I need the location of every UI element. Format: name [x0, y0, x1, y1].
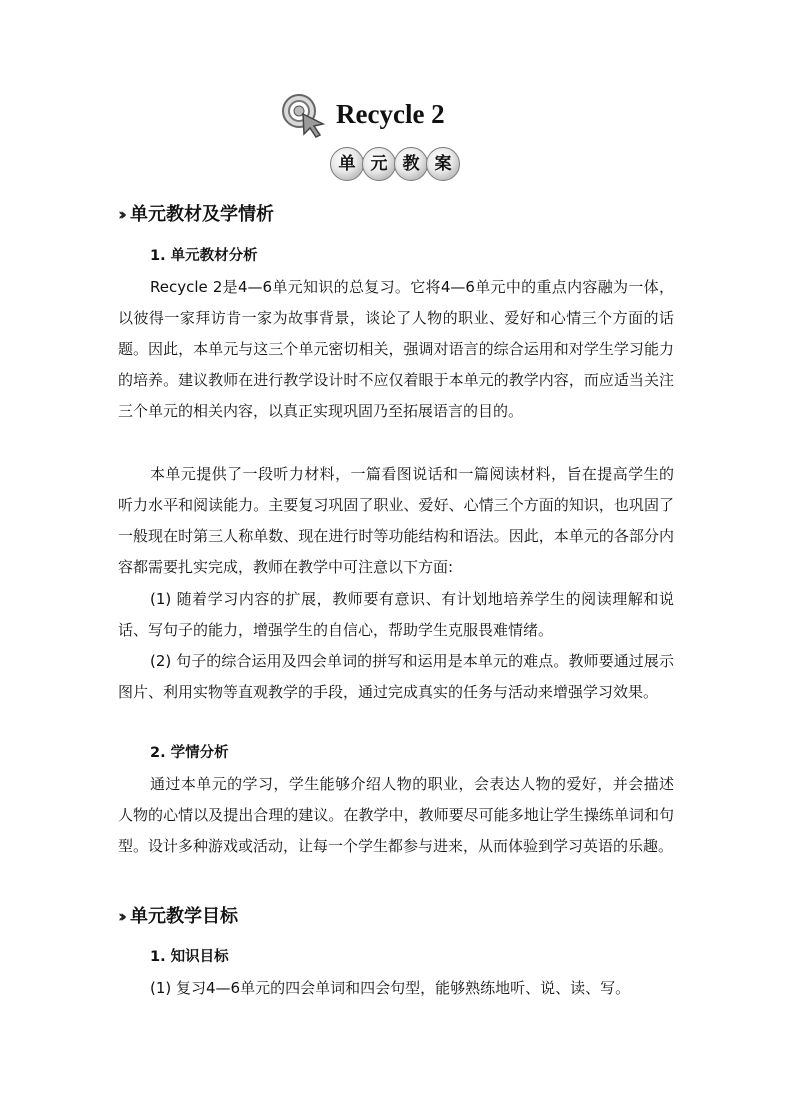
page-title: Recycle 2: [336, 99, 445, 129]
paragraph-learner-analysis: 通过本单元的学习，学生能够介绍人物的职业，会表达人物的爱好，并会描述人物的心情以及提出合理的建议。在教学中，教师要尽可能多地让学生操练单词和句型。设计多种游戏或活动，让每一个学生都参与进来，从而体验到学习英语的乐趣。: [118, 775, 674, 855]
paragraph-material-analysis: Recycle 2是4—6单元知识的总复习。它将4—6单元中的重点内容融为一体，以彼得一家拜访肯一家为故事背景，谈论了人物的职业、爱好和心情三个方面的话题。因此，本单元与这三个单元密切相关，强调对语言的综合运用和对学生学习能力的培养。建议教师在进行教学设计时不应仅着眼于本单元的教学内容，而应适当关注三个单元的相关内容，以真正实现巩固乃至拓展语言的目的。: [118, 278, 674, 420]
paragraph-unit-content: 本单元提供了一段听力材料，一篇看图说话和一篇阅读材料，旨在提高学生的听力水平和阅读能力。主要复习巩固了职业、爱好、心情三个方面的知识，也巩固了一般现在时第三人称单数、现在进行时等功能结构和语法。因此，本单元的各部分内容都需要扎实完成，教师在教学中可注意以下方面:: [118, 465, 674, 576]
badge-char-1: 单: [330, 147, 364, 181]
double-chevron-icon: ››: [118, 907, 123, 927]
paragraph-point-2: (2) 句子的综合运用及四会单词的拼写和运用是本单元的难点。教师要通过展示图片、利用实物等直观教学的手段，通过完成真实的任务与活动来增强学习效果。: [118, 652, 674, 701]
paragraph-point-1: (1) 随着学习内容的扩展，教师要有意识、有计划地培养学生的阅读理解和说话、写句子的能力，增强学生的自信心，帮助学生克服畏难情绪。: [118, 590, 674, 639]
cursor-target-icon: [279, 92, 329, 138]
section-heading-text: 单元教材及学情析: [130, 204, 275, 225]
section-heading-text: 单元教学目标: [130, 906, 239, 927]
double-chevron-icon: ››: [118, 205, 123, 225]
badge-char-3: 教: [394, 147, 428, 181]
subheading-material-analysis: 1. 单元教材分析: [150, 248, 258, 264]
title-row: [0, 88, 790, 144]
paragraph-objective-1: (1) 复习4—6单元的四会单词和四会句型，能够熟练地听、说、读、写。: [150, 979, 631, 997]
unit-plan-badges: [330, 147, 470, 183]
section-heading-objectives: [118, 902, 238, 932]
subheading-knowledge-objectives: 1. 知识目标: [150, 949, 229, 965]
subheading-learner-analysis: 2. 学情分析: [150, 745, 229, 761]
badge-char-2: 元: [362, 147, 396, 181]
section-heading-materials: [118, 200, 274, 230]
badge-char-4: 案: [426, 147, 460, 181]
